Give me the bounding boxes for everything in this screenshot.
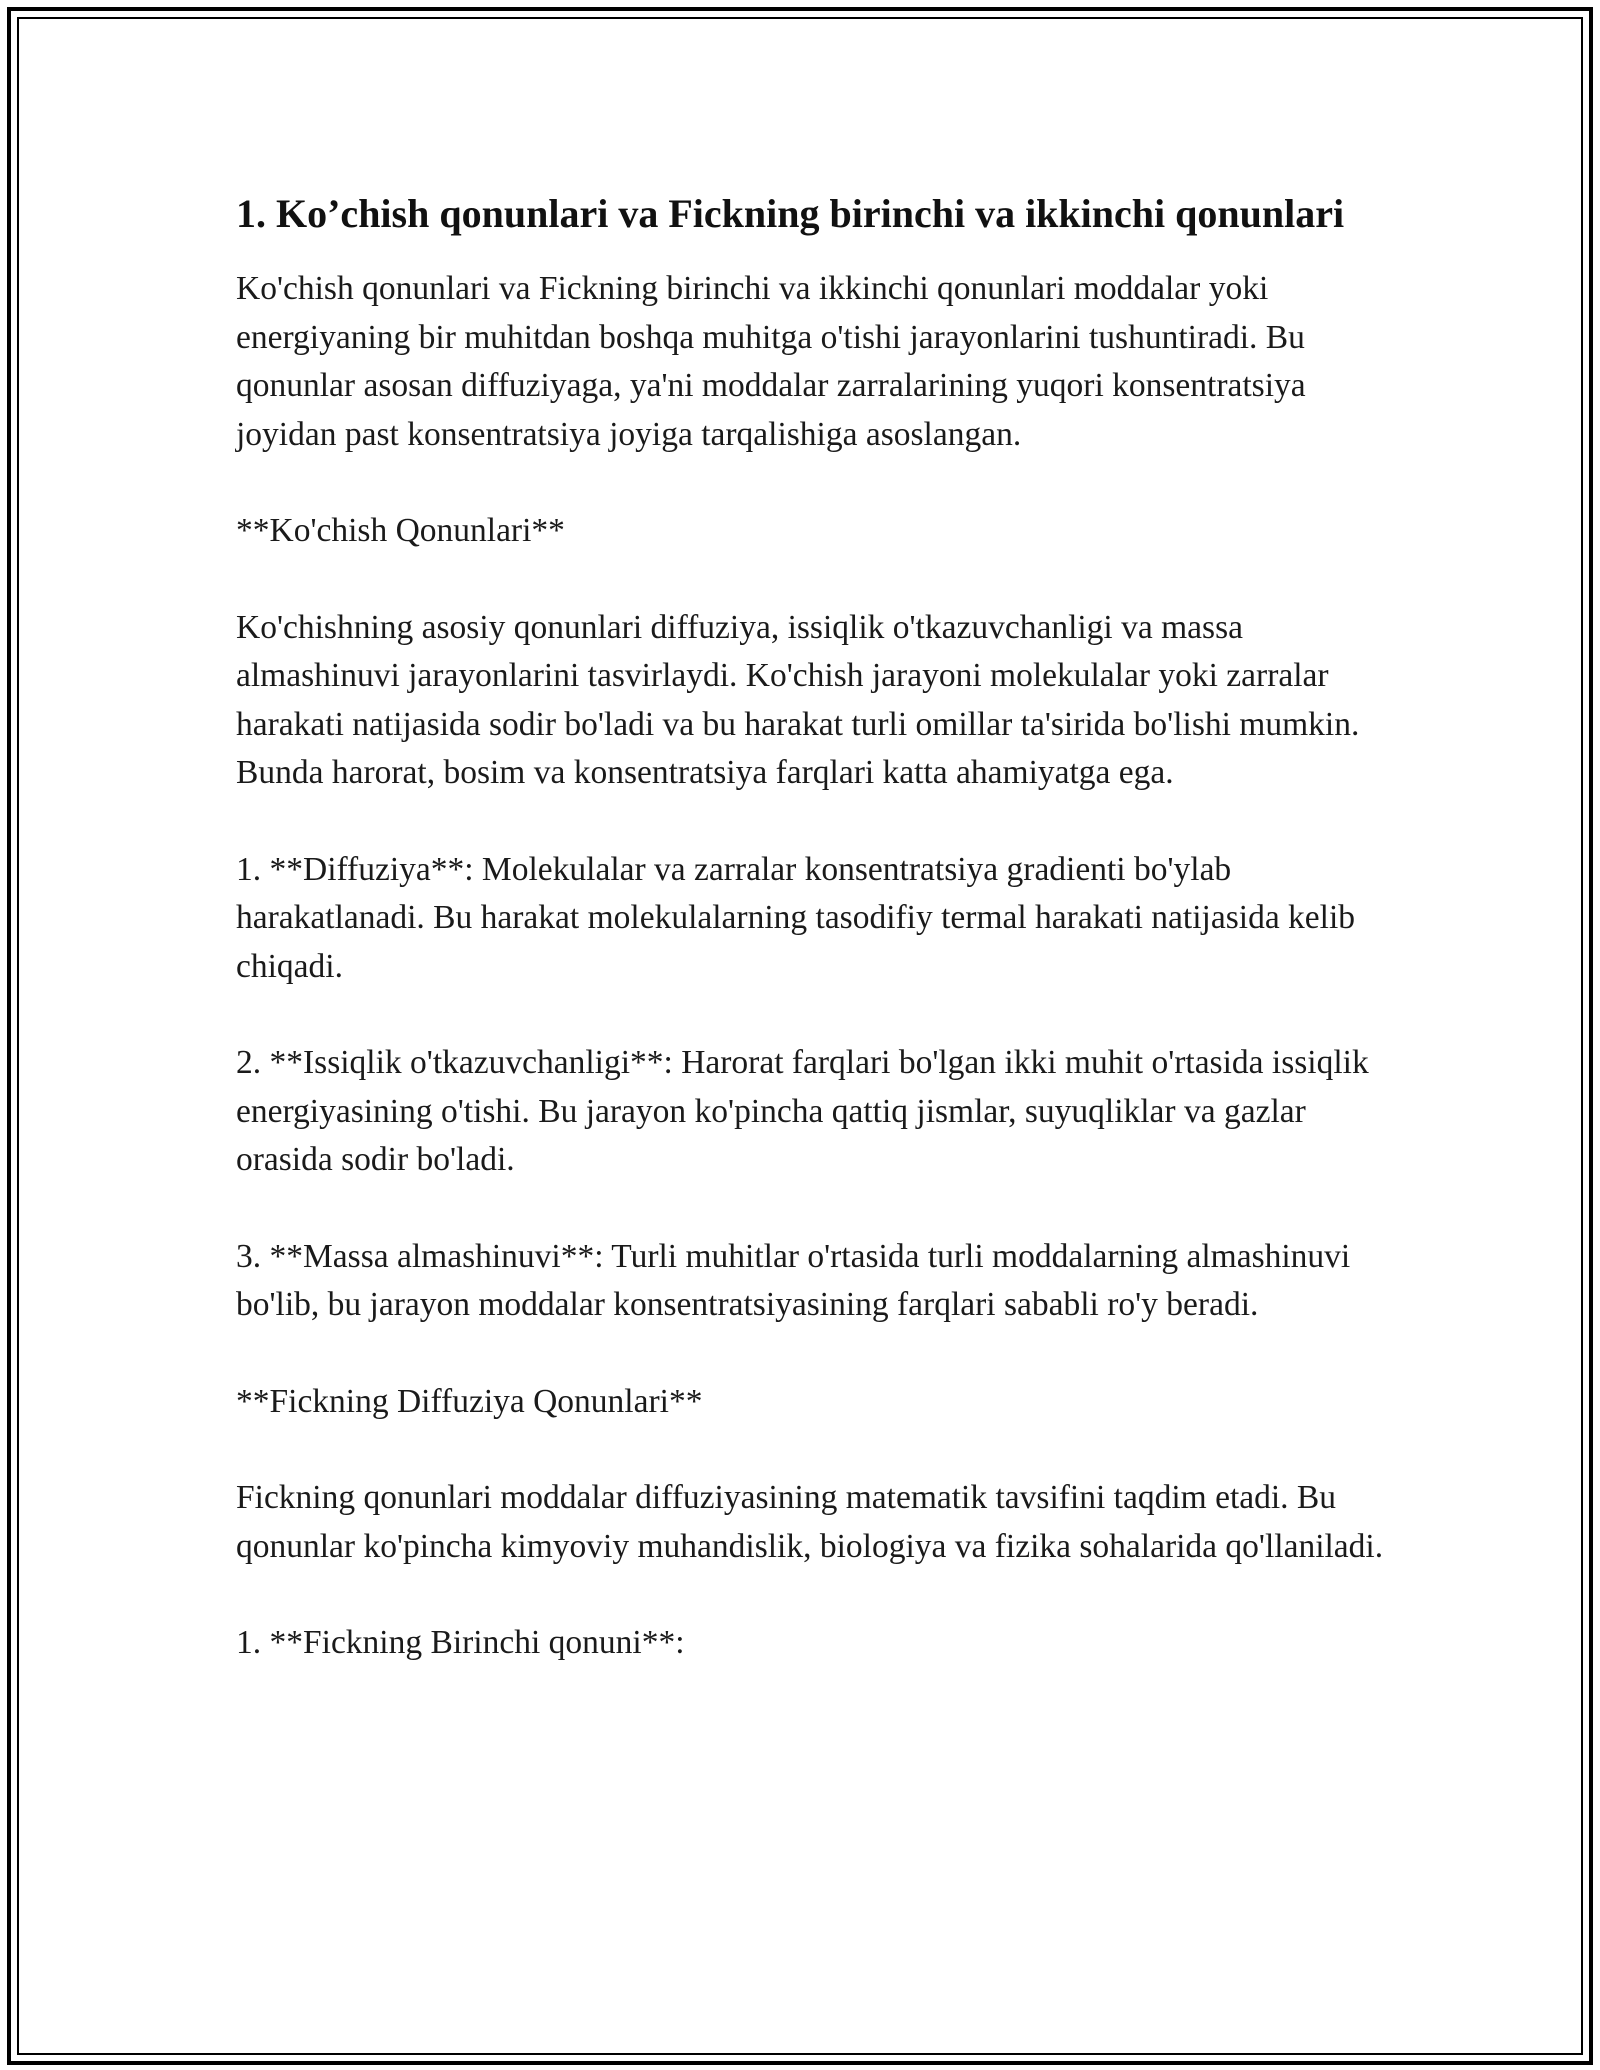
document-title: 1. Ko’chish qonunlari va Fickning birinchi va ikkinchi qonunlari: [236, 191, 1345, 236]
section-heading-fick: **Fickning Diffuziya Qonunlari**: [236, 1382, 703, 1420]
section-heading-kochish: **Ko'chish Qonunlari**: [236, 512, 565, 549]
paragraph-kochish-overview: Ko'chishning asosiy qonunlari diffuziya, issiqlik o'tkazuvchanligi va massa almashinuvi jarayonlarini tasvirlaydi. Ko'chish jarayoni molekulalar yoki zarralar harakati natijasida sodir bo'ladi va bu harakat turli omillar ta'sirida bo'lishi mumkin. Bunda harorat, bosim va konsentratsiya farqlari katta ahamiyatga ega.: [236, 608, 1360, 791]
paragraph-intro: Ko'chish qonunlari va Fickning birinchi va ikkinchi qonunlari moddalar yoki energiyaning bir muhitdan boshqa muhitga o'tishi jarayonlarini tushuntiradi. Bu qonunlar asosan diffuziyaga, ya'ni moddalar zarralarining yuqori konsentratsiya joyidan past konsentratsiya joyiga tarqalishiga asoslangan.: [236, 270, 1306, 453]
list-item-fick-first-law: 1. **Fickning Birinchi qonuni**:: [236, 1624, 685, 1661]
list-item-issiqlik: 2. **Issiqlik o'tkazuvchanligi**: Harorat farqlari bo'lgan ikki muhit o'rtasida issiqlik energiyasining o'tishi. Bu jarayon ko'pincha qattiq jismlar, suyuqliklar va gazlar orasida sodir bo'ladi.: [236, 1044, 1369, 1178]
paragraph-fick-overview: Fickning qonunlari moddalar diffuziyasining matematik tavsifini taqdim etadi. Bu qonunlar ko'pincha kimyoviy muhandislik, biologiya va fizika sohalarida qo'llaniladi.: [236, 1479, 1384, 1565]
list-item-massa: 3. **Massa almashinuvi**: Turli muhitlar o'rtasida turli moddalarning almashinuvi bo'lib, bu jarayon moddalar konsentratsiyasining farqlari sababli ro'y beradi.: [236, 1237, 1351, 1323]
list-item-diffuziya: 1. **Diffuziya**: Molekulalar va zarralar konsentratsiya gradienti bo'ylab harakatlanadi. Bu harakat molekulalarning tasodifiy termal harakati natijasida kelib chiqadi.: [236, 850, 1356, 985]
document-body: [236, 186, 1386, 1668]
